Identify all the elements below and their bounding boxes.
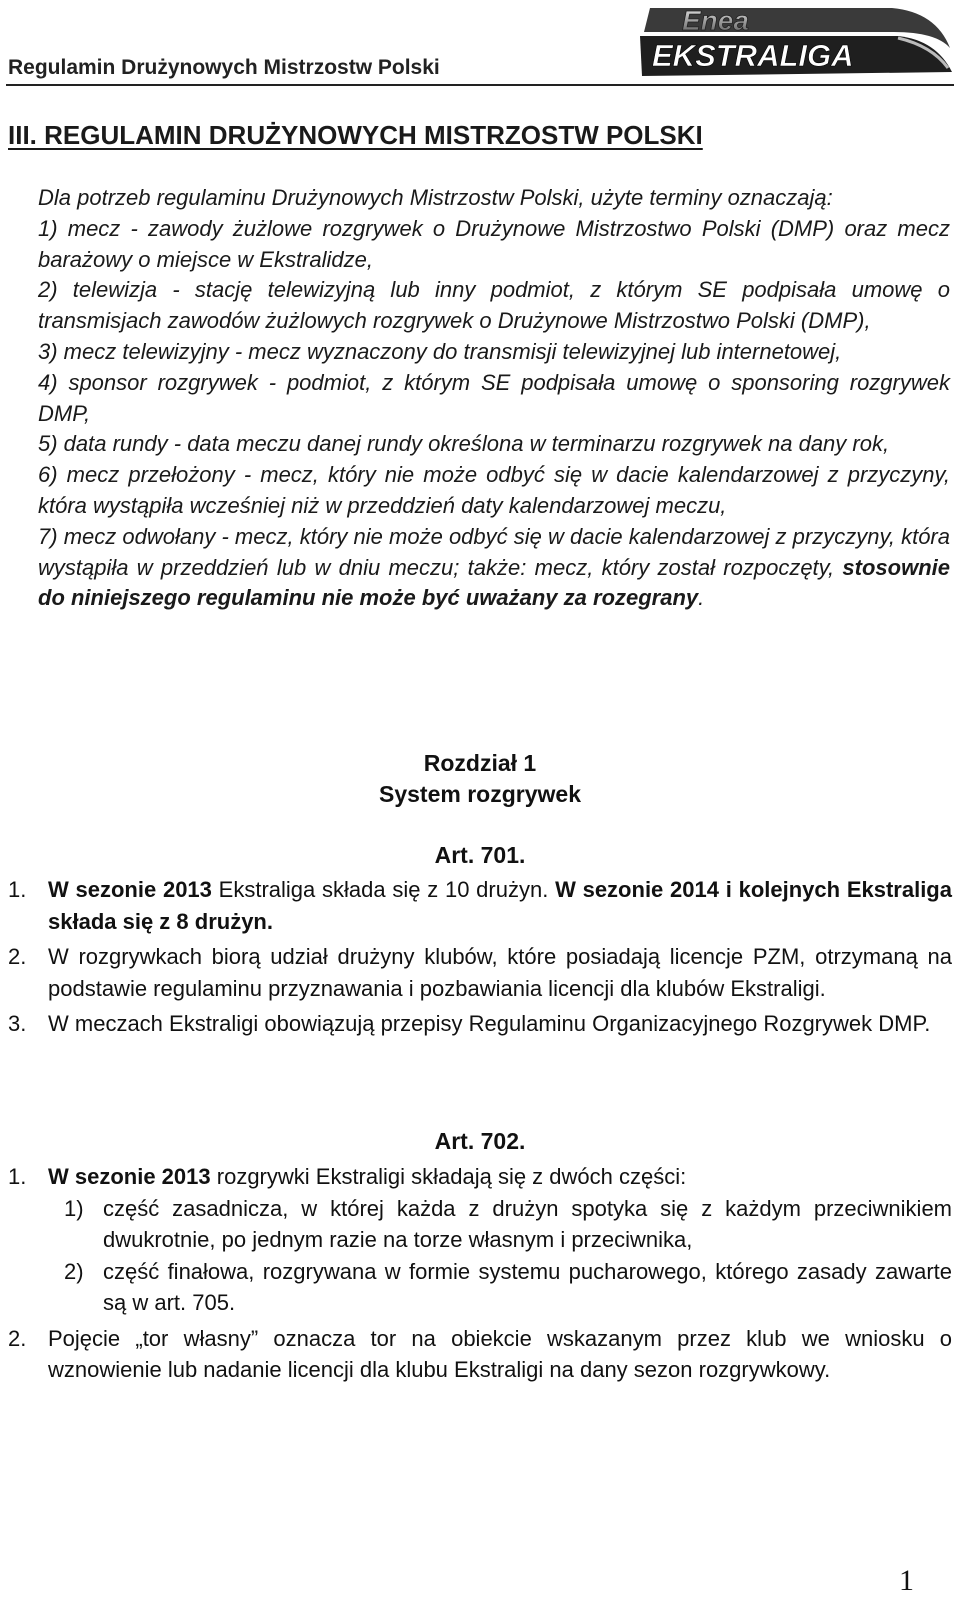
definition-item-7-end: . <box>698 585 705 611</box>
paragraph-text: W meczach Ekstraligi obowiązują przepisy Regulaminu Organizacyjnego Rozgrywek DMP. <box>48 1011 931 1036</box>
definition-item-7-text: 7) mecz odwołany - mecz, który nie może odbyć się w dacie kalendarzowej z przyczyny, która wystąpiła w przeddzień lub w dniu meczu; także: mecz, który został rozpoczęty, <box>38 523 950 580</box>
definition-item: 4) sponsor rozgrywek - podmiot, z którym SE podpisała umowę o sponsoring rozgrywek DMP, <box>38 369 950 426</box>
paragraph-number: 1. <box>8 877 27 902</box>
paragraph-text: Ekstraliga składa się z 10 drużyn. <box>211 877 556 902</box>
paragraph-number: 2. <box>8 944 27 969</box>
subitem-text: część finałowa, rozgrywana w formie systemu pucharowego, którego zasady zawarte są w art. 705. <box>103 1258 952 1315</box>
definition-item: 1) mecz - zawody żużlowe rozgrywek o Drużynowe Mistrzostwo Polski (DMP) oraz mecz barażowy o miejsce w Ekstralidze, <box>38 215 950 272</box>
definition-item: 2) telewizja - stację telewizyjną lub inny podmiot, z którym SE podpisała umowę o transmisjach zawodów żużlowych rozgrywek o Drużynowe Mistrzostwo Polski (DMP), <box>38 277 950 334</box>
chapter-number: Rozdział 1 <box>423 750 537 776</box>
article-701-paragraph-2 <box>8 941 952 1004</box>
article-702-body <box>8 1161 952 1386</box>
logo-text-ekstraliga: EKSTRALIGA <box>652 38 854 73</box>
article-701-heading: Art. 701. <box>434 842 526 868</box>
chapter-heading <box>0 748 960 810</box>
definition-item: 5) data rundy - data meczu danej rundy określona w terminarzu rozgrywek na dany rok, <box>38 431 890 457</box>
definition-item: 6) mecz przełożony - mecz, który nie może odbyć się w dacie kalendarzowej z przyczyny, która wystąpiła wcześniej niż w przeddzień daty kalendarzowej meczu, <box>38 462 950 518</box>
paragraph-number: 2. <box>8 1325 27 1351</box>
article-702-paragraph-2 <box>8 1323 952 1386</box>
header-title: Regulamin Drużynowych Mistrzostw Polski <box>8 56 440 79</box>
definition-item-7 <box>38 522 950 614</box>
page-number: 1 <box>899 1564 914 1597</box>
paragraph-text: Pojęcie „tor własny” oznacza tor na obiekcie wskazanym przez klub we wniosku o wznowienie lub nadanie licencji dla klubu Ekstraligi na dany sezon rozgrywkowy. <box>48 1325 952 1382</box>
subitem-number: 1) <box>64 1195 84 1221</box>
article-701-body <box>8 874 952 1040</box>
article-702-paragraph-1 <box>8 1161 952 1193</box>
paragraph-text: rozgrywki Ekstraligi składają się z dwóch części: <box>210 1164 687 1189</box>
chapter-title: System rozgrywek <box>379 781 581 807</box>
paragraph-emphasis: W sezonie 2013 <box>48 1164 211 1189</box>
header-rule <box>6 84 954 86</box>
definition-item: 3) mecz telewizyjny - mecz wyznaczony do transmisji telewizyjnej lub internetowej, <box>38 338 842 364</box>
paragraph-number: 3. <box>8 1011 27 1036</box>
article-701-paragraph-3 <box>8 1008 952 1040</box>
definitions-intro: Dla potrzeb regulaminu Drużynowych Mistrzostw Polski, użyte terminy oznaczają: <box>38 185 833 210</box>
logo-text-enea: Enea <box>682 5 749 36</box>
article-702-subitem-2 <box>8 1256 952 1319</box>
definitions-block <box>38 183 950 614</box>
subitem-number: 2) <box>64 1258 84 1284</box>
article-701-paragraph-1 <box>8 874 952 937</box>
article-702-subitem-1 <box>8 1193 952 1256</box>
paragraph-emphasis: W sezonie 2014 i kolejnych Ekstraliga składa się z 8 drużyn. <box>48 877 952 934</box>
article-702-heading: Art. 702. <box>434 1128 526 1154</box>
section-title: III. REGULAMIN DRUŻYNOWYCH MISTRZOSTW POLSKI <box>8 120 703 150</box>
paragraph-text: W rozgrywkach biorą udział drużyny klubów, które posiadają licencje PZM, otrzymaną na podstawie regulaminu przyznawania i pozbawiania licencji dla klubów Ekstraligi. <box>48 944 952 1001</box>
paragraph-number: 1. <box>8 1164 27 1189</box>
definition-item-7-emphasis: stosownie do niniejszego regulaminu nie może być uważany za rozegrany <box>38 554 950 611</box>
ekstraliga-logo <box>636 2 956 84</box>
subitem-text: część zasadnicza, w której każda z drużyn spotyka się z każdym przeciwnikiem dwukrotnie, po jednym razie na torze własnym i przeciwnika, <box>103 1195 952 1252</box>
paragraph-emphasis: W sezonie 2013 <box>48 877 212 902</box>
